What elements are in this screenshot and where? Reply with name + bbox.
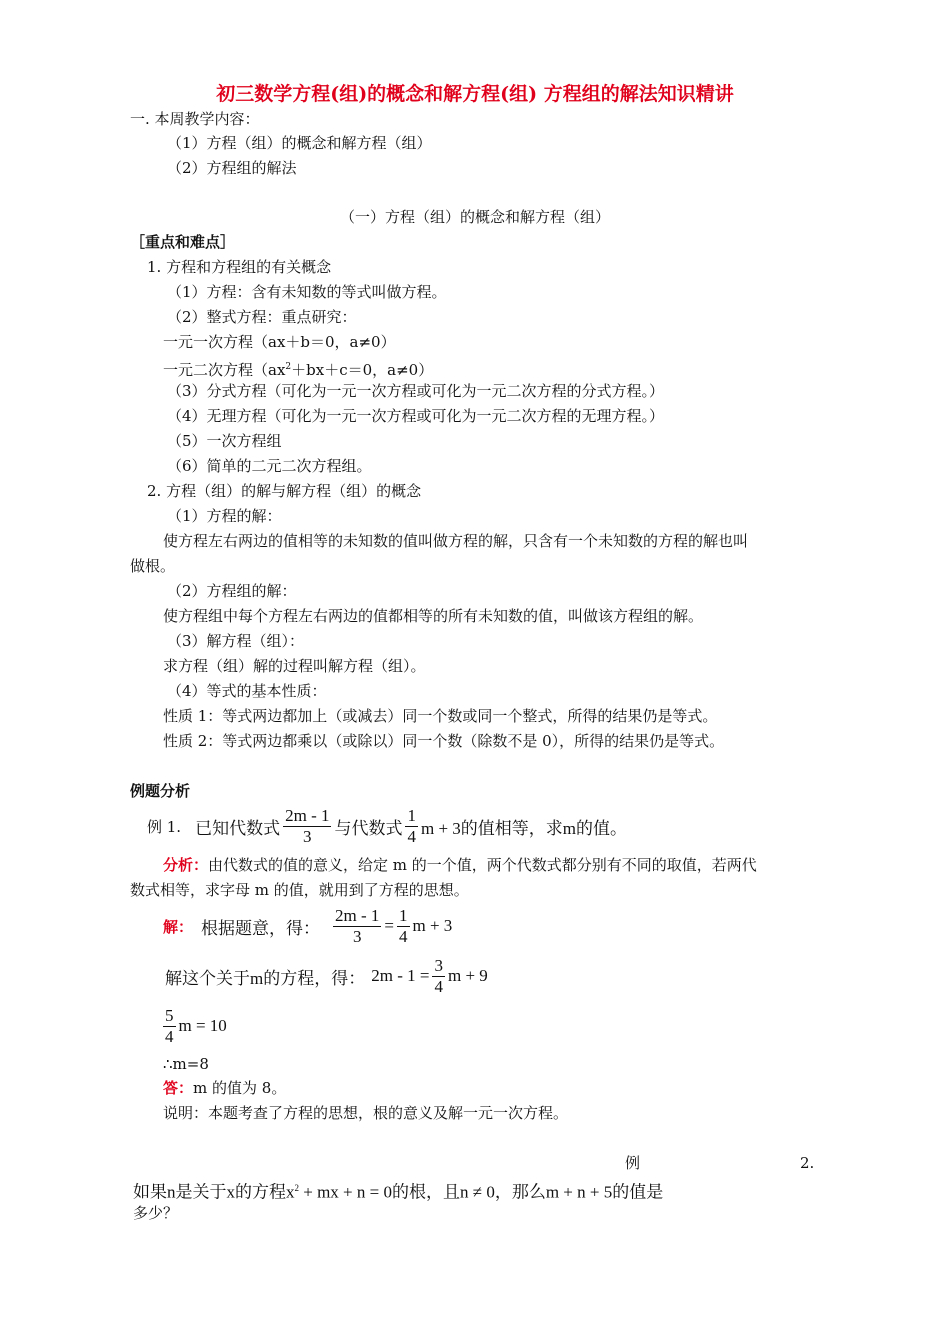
solution-expression: m + 3 bbox=[412, 916, 453, 935]
example-1-question bbox=[147, 804, 627, 848]
numerator: 1 bbox=[407, 805, 416, 825]
answer-label: 答： bbox=[163, 1079, 194, 1097]
fraction bbox=[405, 806, 418, 847]
equals-sign: = bbox=[384, 916, 394, 935]
concept-line: （5）一次方程组 bbox=[167, 432, 282, 450]
concept-line: （4）无理方程（可化为一元一次方程或可化为一元二次方程的无理方程。） bbox=[167, 407, 665, 425]
example-2-question bbox=[133, 1178, 663, 1203]
concept-line: 做根。 bbox=[130, 557, 176, 575]
property-1: 性质 1：等式两边都加上（或减去）同一个数或同一个整式，所得的结果仍是等式。 bbox=[163, 707, 718, 725]
example-2-number: 2. bbox=[800, 1154, 815, 1172]
question-text: m + 3的值相等，求m的值。 bbox=[420, 818, 628, 838]
numerator: 2m - 1 bbox=[335, 905, 380, 925]
solution-text: 解这个关于m的方程，得： bbox=[165, 968, 366, 988]
solution-label: 解： bbox=[163, 917, 194, 936]
question-text: 已知代数式 bbox=[195, 818, 281, 838]
concept-line: （2）整式方程：重点研究： bbox=[167, 308, 357, 326]
example-1-label: 例 1. bbox=[147, 817, 182, 836]
solution-result: ∴m=8 bbox=[163, 1055, 209, 1073]
concept-line: （4）等式的基本性质： bbox=[167, 682, 327, 700]
analysis-label: 分析： bbox=[163, 856, 209, 874]
solution-expression: m + 9 bbox=[447, 966, 488, 985]
answer-line bbox=[163, 1078, 286, 1098]
denominator: 4 bbox=[165, 1026, 174, 1046]
denominator: 3 bbox=[303, 826, 312, 846]
concept-heading-1: 1. 方程和方程组的有关概念 bbox=[147, 258, 332, 276]
concept-line: 使方程组中每个方程左右两边的值都相等的所有未知数的值，叫做该方程组的解。 bbox=[163, 607, 704, 625]
numerator: 5 bbox=[165, 1005, 174, 1025]
fraction bbox=[163, 1006, 176, 1047]
analysis-line-1 bbox=[163, 855, 757, 875]
example-2-question-end: 多少？ bbox=[133, 1204, 179, 1222]
concept-line: （3）解方程（组）： bbox=[167, 632, 305, 650]
section-heading-1: 一. 本周教学内容： bbox=[130, 110, 260, 128]
fraction bbox=[333, 906, 381, 947]
analysis-line-2: 数式相等，求字母 m 的值，就用到了方程的思想。 bbox=[130, 881, 469, 899]
examples-heading: 例题分析 bbox=[130, 782, 191, 800]
concept-line: （2）方程组的解： bbox=[167, 582, 297, 600]
example-2-label: 例 bbox=[625, 1154, 641, 1172]
concept-line: （3）分式方程（可化为一元一次方程或可化为一元二次方程的分式方程。） bbox=[167, 382, 665, 400]
key-points-heading: ［重点和难点］ bbox=[130, 233, 236, 251]
section-title: （一）方程（组）的概念和解方程（组） bbox=[339, 208, 610, 226]
denominator: 4 bbox=[399, 926, 408, 946]
content-item-1: （1）方程（组）的概念和解方程（组） bbox=[167, 134, 432, 152]
concept-line: （6）简单的二元二次方程组。 bbox=[167, 457, 372, 475]
question-text: 与代数式 bbox=[334, 818, 403, 838]
quadratic-text-post: ＋bx＋c＝0，a≠0） bbox=[291, 361, 434, 379]
concept-line: （1）方程的解： bbox=[167, 507, 282, 525]
concept-line: 一元一次方程（ax＋b＝0，a≠0） bbox=[163, 333, 396, 351]
explanation-note: 说明：本题考查了方程的思想，根的意义及解一元一次方程。 bbox=[163, 1104, 569, 1122]
numerator: 1 bbox=[399, 905, 408, 925]
solution-expression: 2m - 1 = bbox=[371, 966, 430, 985]
analysis-text: 由代数式的值的意义，给定 m 的一个值，两个代数式都分别有不同的取值，若两代 bbox=[208, 856, 757, 874]
denominator: 4 bbox=[434, 976, 443, 996]
concept-heading-2: 2. 方程（组）的解与解方程（组）的概念 bbox=[147, 482, 422, 500]
page-title: 初三数学方程(组)的概念和解方程(组) 方程组的解法知识精讲 bbox=[216, 83, 734, 105]
solution-step-2 bbox=[165, 954, 488, 998]
superscript: 2 bbox=[285, 362, 292, 372]
denominator: 3 bbox=[352, 926, 362, 946]
solution-step-3 bbox=[160, 1004, 227, 1048]
solution-expression: m = 10 bbox=[178, 1016, 227, 1035]
fraction bbox=[397, 906, 410, 947]
property-2: 性质 2：等式两边都乘以（或除以）同一个数（除数不是 0），所得的结果仍是等式。 bbox=[163, 732, 725, 750]
question-text: 如果n是关于x的方程x bbox=[133, 1182, 295, 1202]
concept-line: （1）方程：含有未知数的等式叫做方程。 bbox=[167, 283, 447, 301]
numerator: 3 bbox=[434, 955, 443, 975]
solution-step-1 bbox=[163, 904, 452, 948]
question-text: + mx + n = 0的根，且n ≠ 0，那么m + n + 5的值是 bbox=[299, 1182, 664, 1202]
solution-text: 根据题意，得： bbox=[201, 918, 321, 938]
quadratic-text-pre: 一元二次方程（ax bbox=[163, 361, 286, 379]
denominator: 4 bbox=[407, 826, 416, 846]
superscript: 2 bbox=[294, 1183, 299, 1193]
fraction bbox=[432, 956, 445, 997]
concept-line: 求方程（组）解的过程叫解方程（组）。 bbox=[163, 657, 426, 675]
numerator: 2m - 1 bbox=[285, 805, 330, 825]
fraction bbox=[283, 806, 331, 847]
content-item-2: （2）方程组的解法 bbox=[167, 159, 297, 177]
answer-text: m 的值为 8。 bbox=[193, 1079, 287, 1097]
concept-line: 使方程左右两边的值相等的未知数的值叫做方程的解，只含有一个未知数的方程的解也叫 bbox=[163, 532, 749, 550]
concept-line-quadratic bbox=[163, 357, 433, 380]
